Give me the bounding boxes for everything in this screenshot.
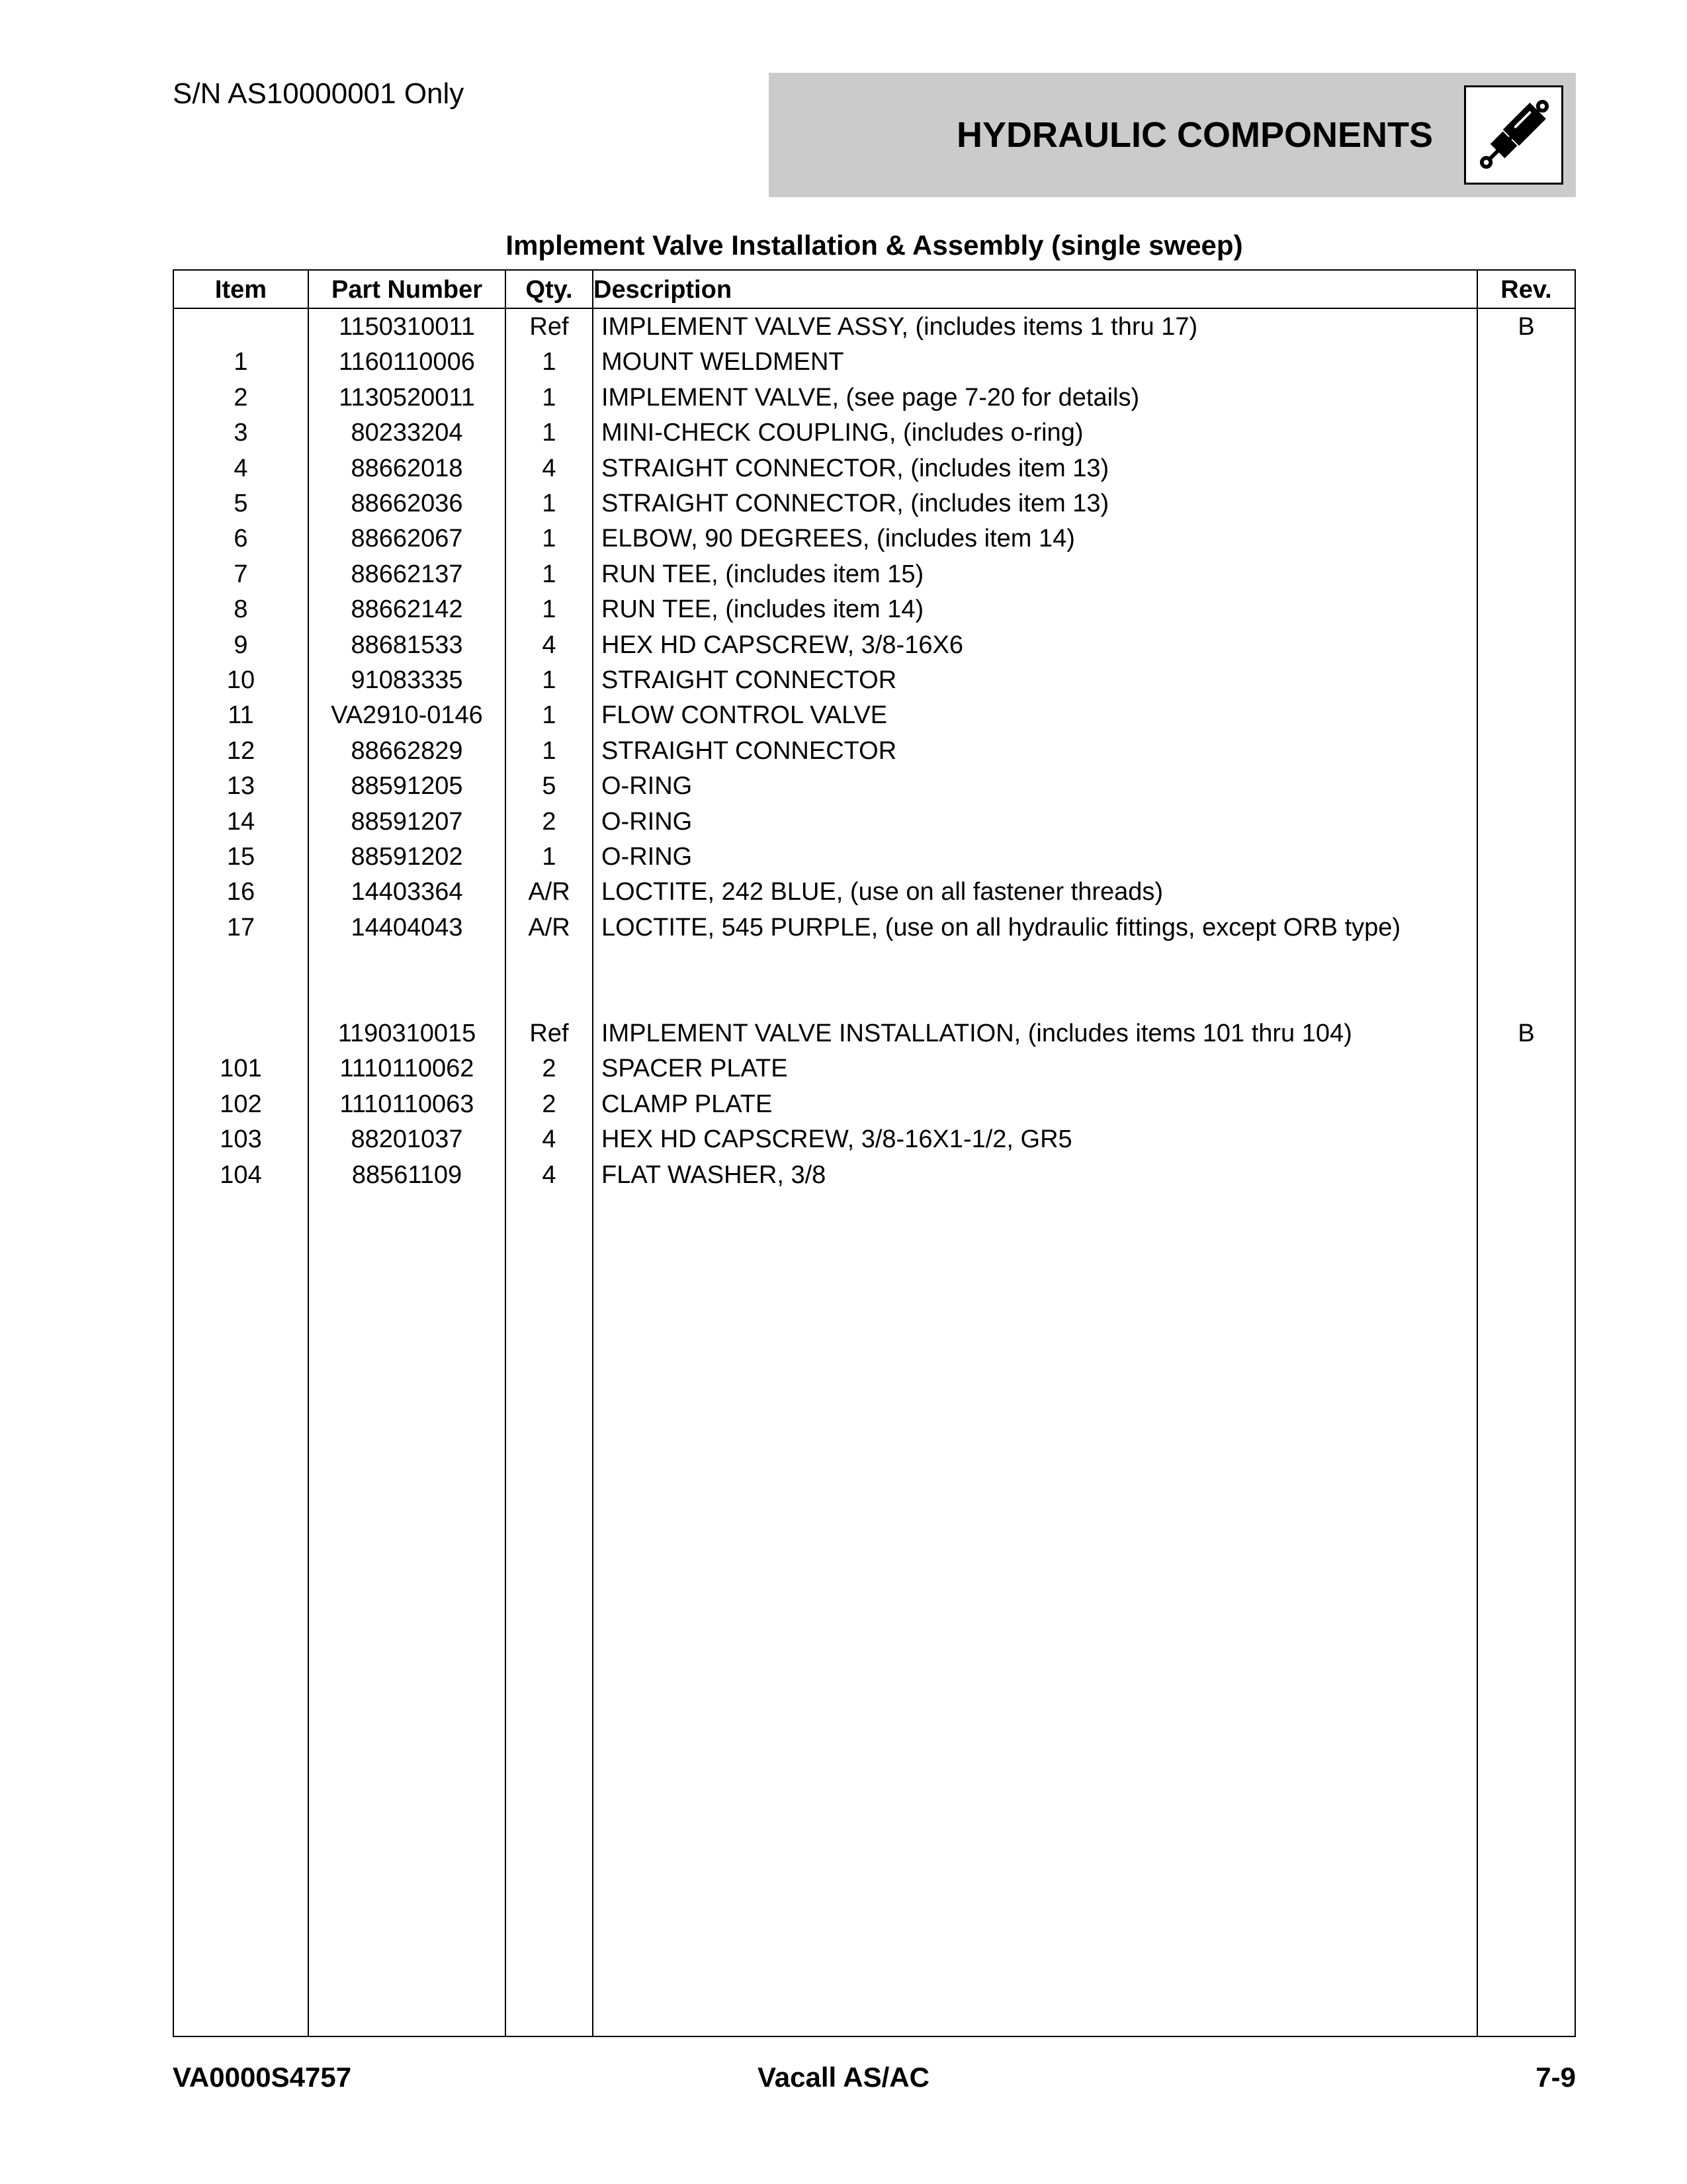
- row-quantity: 1: [542, 843, 556, 871]
- row-description: O-RING: [601, 843, 693, 871]
- row-part-number: 1190310015: [337, 1020, 476, 1047]
- row-quantity: 2: [542, 807, 556, 836]
- row-quantity: 1: [542, 490, 556, 517]
- row-description: MINI-CHECK COUPLING, (includes o-ring): [601, 419, 1084, 447]
- document-number: VA0000S4757: [173, 2062, 352, 2093]
- row-quantity: 1: [542, 525, 556, 553]
- row-item-number: 11: [228, 701, 254, 730]
- row-quantity: Ref: [529, 1020, 569, 1047]
- row-part-number: 80233204: [351, 419, 463, 447]
- row-item-number: 17: [226, 913, 255, 941]
- row-part-number: 88662142: [351, 595, 463, 624]
- column-header-item: Item: [214, 276, 267, 304]
- row-description: STRAIGHT CONNECTOR, (includes item 13): [601, 454, 1109, 482]
- row-item-number: 16: [226, 878, 255, 906]
- row-item-number: 14: [226, 807, 255, 836]
- column-divider: [592, 271, 593, 2036]
- row-quantity: 1: [542, 666, 556, 694]
- row-quantity: 4: [542, 1160, 556, 1189]
- row-quantity: 5: [542, 772, 556, 801]
- row-item-number: 15: [226, 843, 255, 871]
- parts-table: [173, 269, 1576, 2037]
- row-item-number: 4: [234, 454, 248, 482]
- row-description: FLAT WASHER, 3/8: [601, 1160, 826, 1189]
- row-part-number: 1110110062: [339, 1055, 474, 1083]
- row-quantity: 2: [542, 1090, 556, 1118]
- row-part-number: 88662018: [351, 454, 463, 482]
- row-quantity: 4: [542, 1125, 556, 1154]
- row-item-number: 2: [234, 383, 248, 412]
- row-part-number: 88662036: [351, 490, 463, 517]
- row-quantity: 1: [542, 348, 556, 376]
- row-description: O-RING: [601, 807, 693, 836]
- row-quantity: 4: [542, 631, 556, 659]
- section-banner: [769, 73, 1576, 197]
- column-header-qty: Qty.: [525, 276, 573, 304]
- page-number: 7-9: [1536, 2062, 1576, 2093]
- row-description: STRAIGHT CONNECTOR: [601, 666, 897, 694]
- row-description: FLOW CONTROL VALVE: [601, 701, 888, 730]
- row-part-number: 88681533: [351, 631, 463, 659]
- row-part-number: 88591207: [351, 807, 463, 836]
- row-part-number: 88662067: [351, 525, 463, 553]
- row-description: RUN TEE, (includes item 14): [601, 595, 924, 624]
- row-description: CLAMP PLATE: [601, 1090, 773, 1118]
- row-item-number: 8: [234, 595, 248, 624]
- row-item-number: 102: [220, 1090, 262, 1118]
- row-quantity: 1: [542, 595, 556, 624]
- row-item-number: 101: [220, 1055, 262, 1083]
- row-item-number: 10: [226, 666, 255, 694]
- row-part-number: 1130520011: [339, 383, 475, 412]
- row-quantity: Ref: [529, 313, 569, 341]
- row-quantity: 1: [542, 701, 556, 730]
- row-quantity: 1: [542, 560, 556, 588]
- row-description: IMPLEMENT VALVE INSTALLATION, (includes items 101 thru 104): [601, 1020, 1352, 1047]
- row-item-number: 9: [234, 631, 248, 659]
- row-part-number: 88662137: [351, 560, 463, 588]
- row-item-number: 5: [234, 490, 248, 517]
- row-part-number: 88561109: [351, 1160, 462, 1189]
- row-quantity: 1: [542, 419, 556, 447]
- row-part-number: 1160110006: [339, 348, 475, 376]
- column-header-rev: Rev.: [1500, 276, 1552, 304]
- row-part-number: 88591202: [351, 843, 463, 871]
- serial-number-note: S/N AS10000001 Only: [173, 77, 464, 110]
- row-description: STRAIGHT CONNECTOR, (includes item 13): [601, 490, 1109, 517]
- row-description: IMPLEMENT VALVE ASSY, (includes items 1 thru 17): [601, 313, 1198, 341]
- row-description: LOCTITE, 242 BLUE, (use on all fastener threads): [601, 878, 1164, 906]
- row-description: MOUNT WELDMENT: [601, 348, 844, 376]
- row-description: RUN TEE, (includes item 15): [601, 560, 924, 588]
- row-item-number: 104: [220, 1160, 262, 1189]
- column-header-description: Description: [593, 276, 732, 304]
- row-description: ELBOW, 90 DEGREES, (includes item 14): [601, 525, 1075, 553]
- table-title: Implement Valve Installation & Assembly (single sweep): [505, 230, 1243, 261]
- model-name: Vacall AS/AC: [757, 2062, 930, 2093]
- row-part-number: 88591205: [351, 772, 463, 801]
- row-quantity: 1: [542, 736, 556, 765]
- row-description: HEX HD CAPSCREW, 3/8-16X6: [601, 631, 963, 659]
- row-part-number: 14404043: [351, 913, 463, 941]
- section-title: HYDRAULIC COMPONENTS: [956, 115, 1433, 155]
- row-description: LOCTITE, 545 PURPLE, (use on all hydraulic fittings, except ORB type): [601, 913, 1401, 941]
- row-quantity: A/R: [528, 913, 570, 941]
- row-quantity: 4: [542, 454, 556, 482]
- row-quantity: A/R: [528, 878, 570, 906]
- row-item-number: 13: [226, 772, 255, 801]
- column-header-part-number: Part Number: [331, 276, 483, 304]
- row-description: HEX HD CAPSCREW, 3/8-16X1-1/2, GR5: [601, 1125, 1072, 1154]
- row-item-number: 1: [234, 348, 248, 376]
- row-description: IMPLEMENT VALVE, (see page 7-20 for details): [601, 383, 1140, 412]
- row-part-number: 1110110063: [339, 1090, 474, 1118]
- row-part-number: 88201037: [351, 1125, 463, 1154]
- row-revision: B: [1518, 313, 1535, 341]
- row-description: SPACER PLATE: [601, 1055, 788, 1083]
- row-item-number: 12: [226, 736, 255, 765]
- row-part-number: 14403364: [351, 878, 463, 906]
- row-description: STRAIGHT CONNECTOR: [601, 736, 897, 765]
- row-description: O-RING: [601, 772, 693, 801]
- row-item-number: 6: [234, 525, 248, 553]
- row-quantity: 1: [542, 383, 556, 412]
- row-revision: B: [1518, 1020, 1535, 1047]
- row-quantity: 2: [542, 1055, 556, 1083]
- row-item-number: 7: [234, 560, 248, 588]
- row-item-number: 103: [220, 1125, 262, 1154]
- row-part-number: 91083335: [351, 666, 463, 694]
- row-part-number: VA2910-0146: [331, 701, 483, 730]
- row-item-number: 3: [234, 419, 248, 447]
- row-part-number: 88662829: [351, 736, 463, 765]
- row-part-number: 1150310011: [339, 313, 475, 341]
- hydraulic-cylinder-icon: [1464, 85, 1563, 185]
- column-divider: [1477, 271, 1478, 2036]
